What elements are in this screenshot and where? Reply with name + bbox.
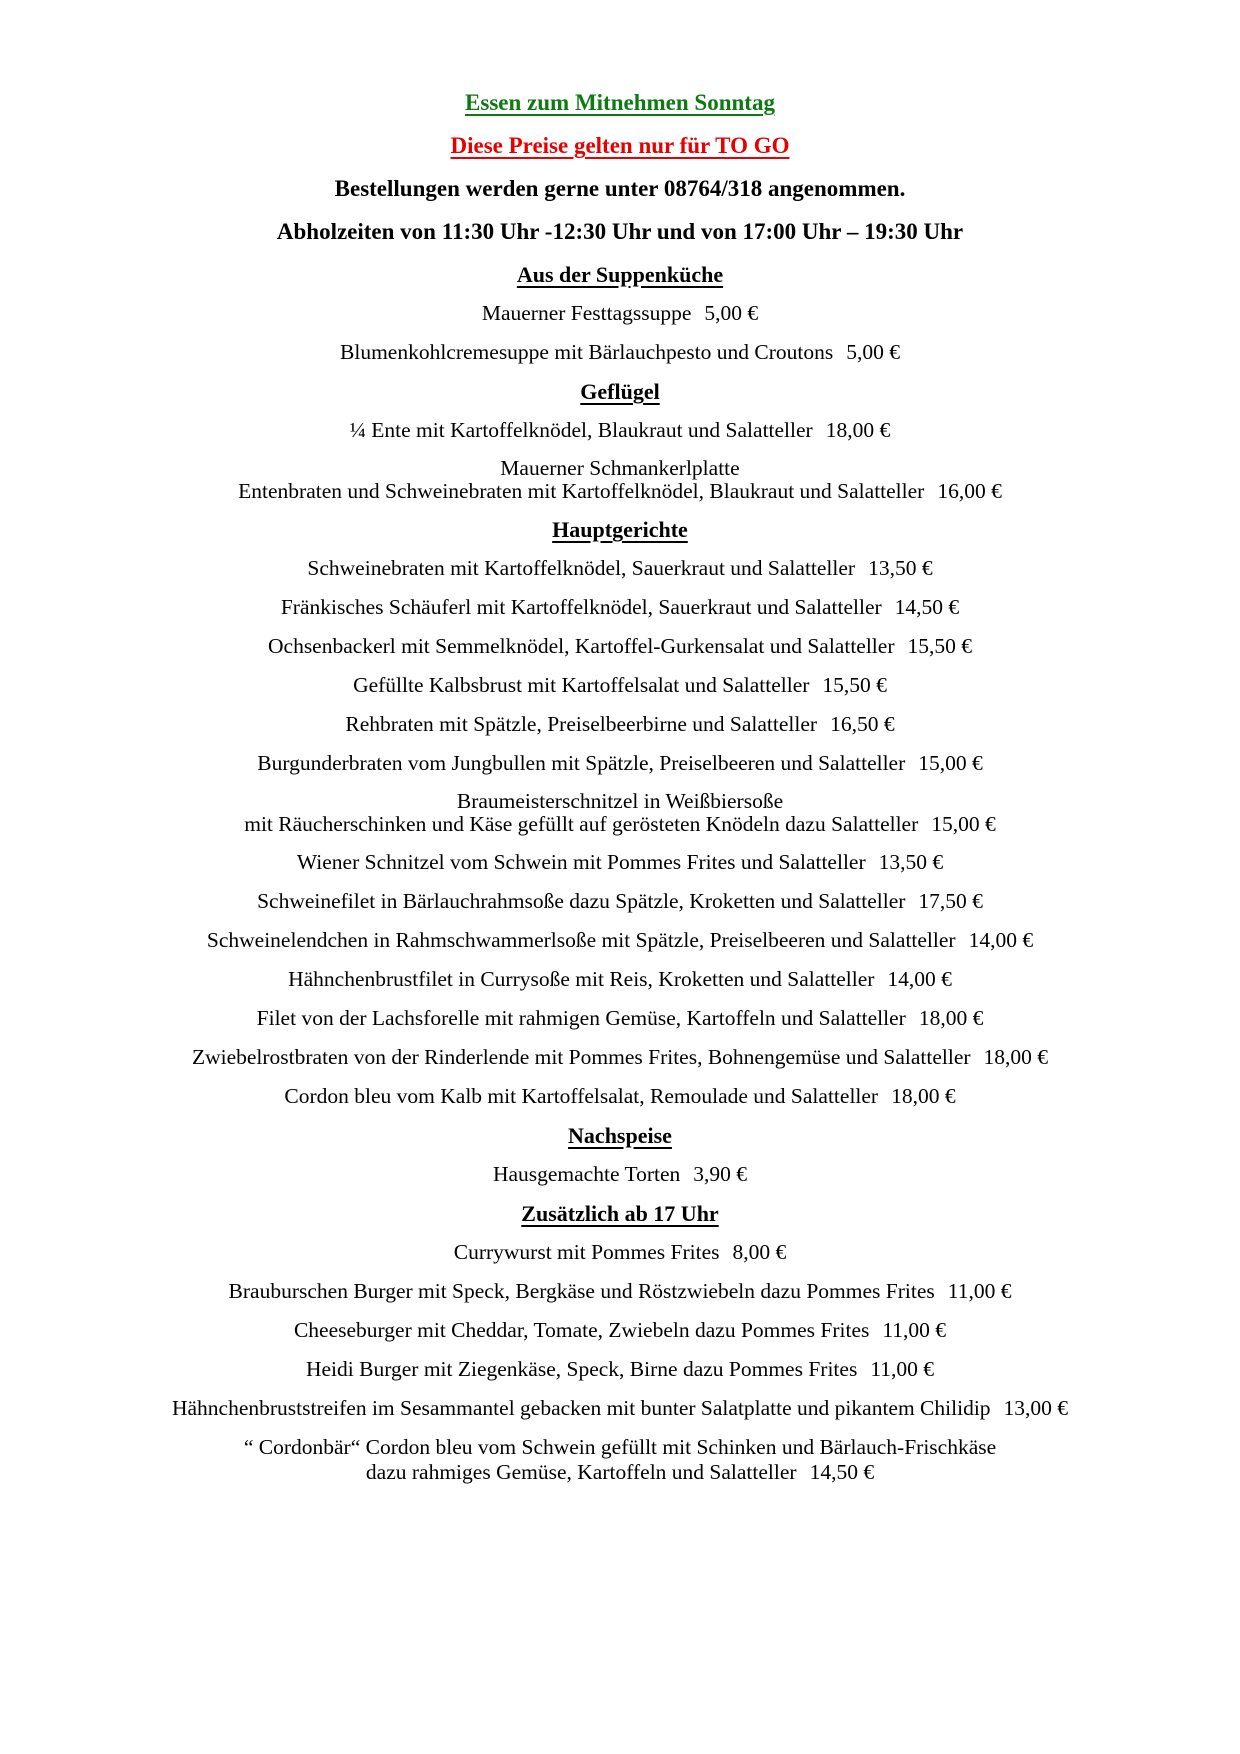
item-price: 13,00 €: [1003, 1396, 1069, 1420]
item-name: Schweinebraten mit Kartoffelknödel, Sauerkraut und Salatteller: [307, 556, 856, 580]
item-name: Hausgemachte Torten: [492, 1162, 681, 1186]
item-name: ¼ Ente mit Kartoffelknödel, Blaukraut und Salatteller: [349, 418, 813, 442]
item-name: mit Räucherschinken und Käse gefüllt auf gerösteten Knödeln dazu Salatteller: [244, 812, 919, 836]
menu-item: [70, 1084, 1170, 1109]
menu-item: [70, 418, 1170, 443]
item-price: 14,00 €: [887, 967, 952, 991]
menu-item: [70, 556, 1170, 581]
item-subline: “ Cordonbär“ Cordon bleu vom Schwein gefüllt mit Schinken und Bärlauch-Frischkäse: [243, 1435, 997, 1459]
section: [70, 1123, 1170, 1187]
menu-item: [70, 928, 1170, 953]
menu-item: [70, 457, 1170, 503]
order-info: Bestellungen werden gerne unter 08764/318 angenommen.: [334, 176, 906, 201]
item-price: 5,00 €: [704, 301, 759, 325]
section-heading: Geflügel: [580, 379, 660, 404]
item-name: Gefüllte Kalbsbrust mit Kartoffelsalat und Salatteller: [353, 673, 810, 697]
section-heading: Hauptgerichte: [552, 517, 688, 542]
item-price: 11,00 €: [947, 1279, 1012, 1303]
item-name: Filet von der Lachsforelle mit rahmigen Gemüse, Kartoffeln und Salatteller: [256, 1006, 906, 1030]
menu-item: [70, 850, 1170, 875]
item-subline: Braumeisterschnitzel in Weißbiersoße: [456, 789, 784, 813]
menu-item: [70, 673, 1170, 698]
item-name: Cheeseburger mit Cheddar, Tomate, Zwiebeln dazu Pommes Frites: [293, 1318, 870, 1342]
item-name: dazu rahmiges Gemüse, Kartoffeln und Salatteller: [365, 1460, 797, 1484]
item-price: 15,50 €: [822, 673, 887, 697]
menu-item: [70, 889, 1170, 914]
section: [70, 262, 1170, 365]
item-name: Wiener Schnitzel vom Schwein mit Pommes Frites und Salatteller: [296, 850, 866, 874]
item-price: 13,50 €: [868, 556, 933, 580]
section-heading: Nachspeise: [568, 1123, 672, 1148]
item-price: 3,90 €: [693, 1162, 748, 1186]
menu-item: [70, 751, 1170, 776]
item-name: Schweinefilet in Bärlauchrahmsoße dazu Spätzle, Kroketten und Salatteller: [257, 889, 906, 913]
item-price: 14,50 €: [809, 1460, 875, 1484]
menu-header: [70, 90, 1170, 245]
item-name: Zwiebelrostbraten von der Rinderlende mit Pommes Frites, Bohnengemüse und Salatteller: [191, 1045, 971, 1069]
menu-item: [70, 1318, 1170, 1343]
item-name: Hähnchenbrustfilet in Currysoße mit Reis, Kroketten und Salatteller: [288, 967, 875, 991]
togo-notice: Diese Preise gelten nur für TO GO: [450, 133, 790, 158]
section: [70, 1201, 1170, 1485]
menu-item: [70, 340, 1170, 365]
menu-item: [70, 1435, 1170, 1485]
item-price: 14,50 €: [894, 595, 960, 619]
item-price: 16,00 €: [937, 479, 1002, 503]
menu-item: [70, 712, 1170, 737]
item-name: Mauerner Festtagssuppe: [481, 301, 692, 325]
item-name: Hähnchenbruststreifen im Sesammantel gebacken mit bunter Salatplatte und pikantem Chilidip: [171, 1396, 991, 1420]
menu-item: [70, 1045, 1170, 1070]
item-price: 13,50 €: [878, 850, 944, 874]
item-name: Fränkisches Schäuferl mit Kartoffelknödel, Sauerkraut und Salatteller: [280, 595, 882, 619]
menu-item: [70, 967, 1170, 992]
menu-item: [70, 1240, 1170, 1265]
item-name: Entenbraten und Schweinebraten mit Kartoffelknödel, Blaukraut und Salatteller: [238, 479, 925, 503]
item-price: 14,00 €: [968, 928, 1034, 952]
item-name: Cordon bleu vom Kalb mit Kartoffelsalat, Remoulade und Salatteller: [284, 1084, 879, 1108]
menu-item: [70, 1006, 1170, 1031]
item-name: Rehbraten mit Spätzle, Preiselbeerbirne und Salatteller: [345, 712, 818, 736]
item-name: Schweinelendchen in Rahmschwammerlsoße mit Spätzle, Preiselbeeren und Salatteller: [206, 928, 956, 952]
item-price: 5,00 €: [846, 340, 900, 364]
menu-item: [70, 1396, 1170, 1421]
item-price: 15,50 €: [907, 634, 972, 658]
section: [70, 517, 1170, 1109]
menu-item: [70, 301, 1170, 326]
menu-item: [70, 1162, 1170, 1187]
item-name: Ochsenbackerl mit Semmelknödel, Kartoffel-Gurkensalat und Salatteller: [268, 634, 895, 658]
section-heading: Zusätzlich ab 17 Uhr: [521, 1201, 719, 1226]
item-name: Burgunderbraten vom Jungbullen mit Spätzle, Preiselbeeren und Salatteller: [257, 751, 906, 775]
menu-item: [70, 595, 1170, 620]
menu-sections: [70, 262, 1170, 1485]
item-price: 15,00 €: [918, 751, 983, 775]
item-price: 18,00 €: [891, 1084, 956, 1108]
pickup-times: Abholzeiten von 11:30 Uhr -12:30 Uhr und von 17:00 Uhr – 19:30 Uhr: [276, 219, 964, 244]
item-name: Blumenkohlcremesuppe mit Bärlauchpesto und Croutons: [340, 340, 834, 364]
item-price: 11,00 €: [882, 1318, 947, 1342]
item-price: 18,00 €: [918, 1006, 984, 1030]
menu-item: [70, 790, 1170, 836]
page-title: Essen zum Mitnehmen Sonntag: [465, 90, 775, 115]
item-subline: Mauerner Schmankerlplatte: [500, 456, 740, 480]
item-name: Heidi Burger mit Ziegenkäse, Speck, Birne dazu Pommes Frites: [305, 1357, 858, 1381]
item-price: 18,00 €: [983, 1045, 1049, 1069]
section-heading: Aus der Suppenküche: [516, 262, 724, 287]
section: [70, 379, 1170, 503]
menu-item: [70, 634, 1170, 659]
item-price: 16,50 €: [830, 712, 895, 736]
item-price: 17,50 €: [918, 889, 983, 913]
item-name: Currywurst mit Pommes Frites: [453, 1240, 720, 1264]
item-price: 11,00 €: [870, 1357, 935, 1381]
item-price: 8,00 €: [732, 1240, 787, 1264]
menu-item: [70, 1279, 1170, 1304]
item-price: 18,00 €: [825, 418, 891, 442]
menu-item: [70, 1357, 1170, 1382]
item-name: Brauburschen Burger mit Speck, Bergkäse und Röstzwiebeln dazu Pommes Frites: [228, 1279, 935, 1303]
item-price: 15,00 €: [931, 812, 996, 836]
